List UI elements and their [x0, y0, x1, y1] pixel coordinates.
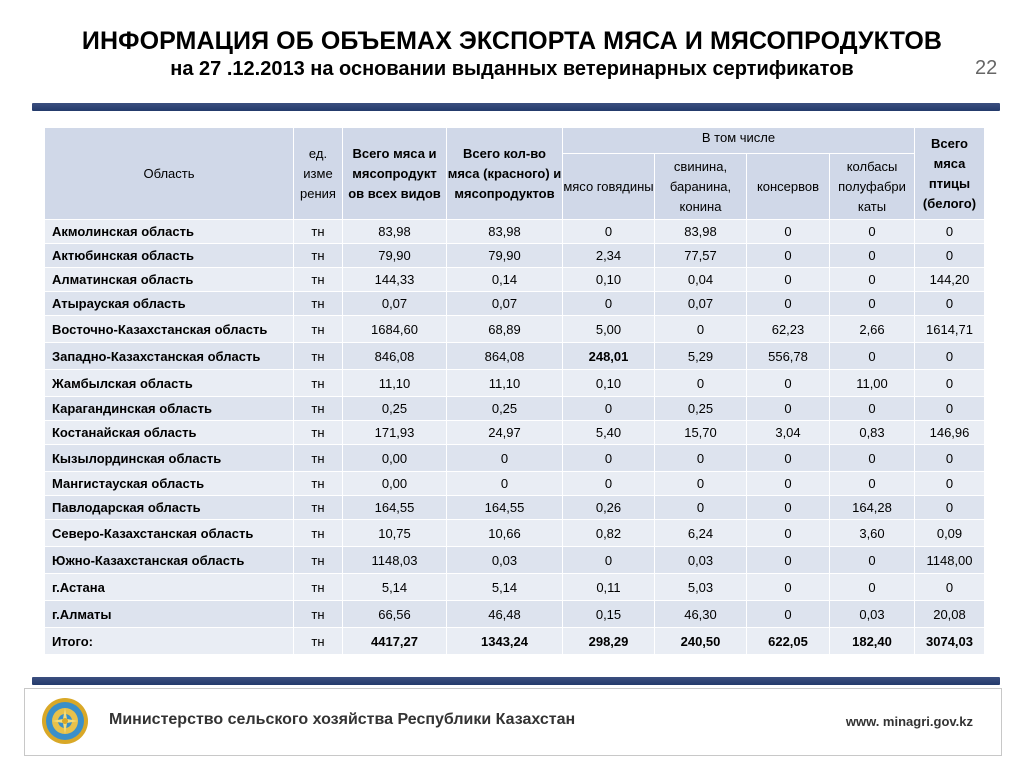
cell-total-all: 846,08 — [343, 343, 447, 370]
cell-sausage: 164,28 — [830, 496, 915, 520]
table-row — [45, 496, 985, 520]
cell-sausage: 0,83 — [830, 421, 915, 445]
title-subtitle: на 27 .12.2013 на основании выданных ветеринарных сертификатов — [170, 58, 854, 80]
cell-region: Костанайская область — [45, 421, 294, 445]
cell-unit: тн — [294, 445, 343, 472]
cell-canned: 3,04 — [747, 421, 830, 445]
cell-beef: 248,01 — [563, 343, 655, 370]
cell-pork: 6,24 — [655, 520, 747, 547]
cell-unit: тн — [294, 547, 343, 574]
footer — [24, 688, 1002, 756]
table-row — [45, 292, 985, 316]
cell-total-red: 0,14 — [447, 268, 563, 292]
header-region: Область — [45, 128, 294, 220]
cell-sausage: 0 — [830, 397, 915, 421]
header-including: В том числе — [563, 128, 915, 154]
table-row — [45, 445, 985, 472]
cell-sausage: 0 — [830, 472, 915, 496]
page-number: 22 — [975, 57, 998, 79]
cell-region: Алматинская область — [45, 268, 294, 292]
table-row — [45, 268, 985, 292]
cell-pork: 0,03 — [655, 547, 747, 574]
cell-total-all: 164,55 — [343, 496, 447, 520]
cell-total-red: 0,07 — [447, 292, 563, 316]
slide-title — [0, 26, 1024, 82]
cell-total-all: 0,00 — [343, 445, 447, 472]
cell-poultry: 0 — [915, 244, 985, 268]
cell-total-all: 0,00 — [343, 472, 447, 496]
cell-region: Карагандинская область — [45, 397, 294, 421]
table-row — [45, 220, 985, 244]
cell-pork: 46,30 — [655, 601, 747, 628]
cell-unit: тн — [294, 397, 343, 421]
cell-total-all: 144,33 — [343, 268, 447, 292]
cell-poultry: 0 — [915, 574, 985, 601]
cell-total-red: 164,55 — [447, 496, 563, 520]
cell-region: Жамбылская область — [45, 370, 294, 397]
cell-region: Актюбинская область — [45, 244, 294, 268]
title-main: ИНФОРМАЦИЯ ОБ ОБЪЕМАХ ЭКСПОРТА МЯСА И МЯСОПРОДУКТОВ — [81, 27, 943, 55]
cell-unit: тн — [294, 472, 343, 496]
cell-sausage: 0 — [830, 445, 915, 472]
cell-region: Западно-Казахстанская область — [45, 343, 294, 370]
table-row — [45, 244, 985, 268]
cell-unit: тн — [294, 220, 343, 244]
cell-sausage: 3,60 — [830, 520, 915, 547]
cell-canned: 0 — [747, 370, 830, 397]
cell-total-all: 1148,03 — [343, 547, 447, 574]
cell-canned: 0 — [747, 292, 830, 316]
cell-pork: 0 — [655, 445, 747, 472]
cell-total-all: 0,07 — [343, 292, 447, 316]
cell-unit: тн — [294, 520, 343, 547]
cell-poultry: 20,08 — [915, 601, 985, 628]
cell-beef: 0 — [563, 547, 655, 574]
cell-sausage: 0 — [830, 292, 915, 316]
cell-total-red: 0,25 — [447, 397, 563, 421]
table-row — [45, 574, 985, 601]
header-pork: свинина, баранина, конина — [655, 154, 747, 220]
cell-canned: 0 — [747, 547, 830, 574]
cell-region: Павлодарская область — [45, 496, 294, 520]
total-cell-sausage: 182,40 — [830, 628, 915, 655]
cell-poultry: 0,09 — [915, 520, 985, 547]
cell-total-all: 171,93 — [343, 421, 447, 445]
cell-region: Восточно-Казахстанская область — [45, 316, 294, 343]
cell-canned: 0 — [747, 220, 830, 244]
cell-canned: 0 — [747, 520, 830, 547]
cell-poultry: 0 — [915, 445, 985, 472]
cell-beef: 0,10 — [563, 268, 655, 292]
export-table-container — [44, 127, 985, 655]
cell-total-red: 83,98 — [447, 220, 563, 244]
cell-pork: 0 — [655, 370, 747, 397]
total-cell-pork: 240,50 — [655, 628, 747, 655]
cell-pork: 83,98 — [655, 220, 747, 244]
export-table — [44, 127, 985, 655]
cell-region: г.Алматы — [45, 601, 294, 628]
table-row — [45, 472, 985, 496]
cell-beef: 5,40 — [563, 421, 655, 445]
cell-total-red: 46,48 — [447, 601, 563, 628]
total-cell-beef: 298,29 — [563, 628, 655, 655]
cell-beef: 0,10 — [563, 370, 655, 397]
cell-total-all: 66,56 — [343, 601, 447, 628]
cell-beef: 0,15 — [563, 601, 655, 628]
cell-unit: тн — [294, 574, 343, 601]
cell-poultry: 0 — [915, 343, 985, 370]
header-poultry: Всего мяса птицы (белого) — [915, 128, 985, 220]
cell-total-all: 0,25 — [343, 397, 447, 421]
cell-poultry: 0 — [915, 397, 985, 421]
cell-region: Кызылординская область — [45, 445, 294, 472]
table-body — [45, 220, 985, 655]
kazakhstan-state-emblem-icon — [41, 697, 89, 745]
cell-sausage: 0 — [830, 220, 915, 244]
cell-beef: 0,26 — [563, 496, 655, 520]
cell-sausage: 11,00 — [830, 370, 915, 397]
cell-beef: 2,34 — [563, 244, 655, 268]
website-link[interactable]: www. minagri.gov.kz — [845, 714, 973, 729]
cell-pork: 0,04 — [655, 268, 747, 292]
cell-total-red: 24,97 — [447, 421, 563, 445]
cell-canned: 0 — [747, 601, 830, 628]
cell-total-red: 10,66 — [447, 520, 563, 547]
total-cell-unit: тн — [294, 628, 343, 655]
header-sausage: колбасы полуфабри каты — [830, 154, 915, 220]
cell-sausage: 0 — [830, 244, 915, 268]
cell-sausage: 0 — [830, 574, 915, 601]
cell-unit: тн — [294, 496, 343, 520]
table-row — [45, 547, 985, 574]
cell-beef: 0,11 — [563, 574, 655, 601]
cell-canned: 62,23 — [747, 316, 830, 343]
cell-total-all: 1684,60 — [343, 316, 447, 343]
table-row — [45, 343, 985, 370]
cell-total-red: 0,03 — [447, 547, 563, 574]
cell-region: г.Астана — [45, 574, 294, 601]
header-unit: ед. изме рения — [294, 128, 343, 220]
cell-region: Акмолинская область — [45, 220, 294, 244]
cell-beef: 5,00 — [563, 316, 655, 343]
cell-canned: 0 — [747, 574, 830, 601]
header-total-red: Всего кол-во мяса (красного) и мясопродуктов — [447, 128, 563, 220]
header-total-all: Всего мяса и мясопродукт ов всех видов — [343, 128, 447, 220]
table-row — [45, 316, 985, 343]
cell-canned: 0 — [747, 268, 830, 292]
cell-poultry: 146,96 — [915, 421, 985, 445]
cell-unit: тн — [294, 421, 343, 445]
cell-unit: тн — [294, 601, 343, 628]
cell-sausage: 0 — [830, 343, 915, 370]
ministry-name: Министерство сельского хозяйства Республики Казахстан — [109, 711, 576, 728]
cell-unit: тн — [294, 316, 343, 343]
cell-pork: 0,07 — [655, 292, 747, 316]
cell-canned: 0 — [747, 244, 830, 268]
cell-total-all: 11,10 — [343, 370, 447, 397]
cell-poultry: 0 — [915, 370, 985, 397]
cell-pork: 0 — [655, 316, 747, 343]
cell-pork: 0 — [655, 472, 747, 496]
cell-total-all: 79,90 — [343, 244, 447, 268]
cell-pork: 0 — [655, 496, 747, 520]
cell-total-all: 10,75 — [343, 520, 447, 547]
cell-total-red: 0 — [447, 472, 563, 496]
cell-beef: 0 — [563, 472, 655, 496]
cell-beef: 0 — [563, 397, 655, 421]
cell-total-red: 5,14 — [447, 574, 563, 601]
cell-total-red: 79,90 — [447, 244, 563, 268]
cell-beef: 0 — [563, 220, 655, 244]
cell-sausage: 2,66 — [830, 316, 915, 343]
cell-pork: 0,25 — [655, 397, 747, 421]
cell-beef: 0 — [563, 445, 655, 472]
top-divider-bar — [32, 103, 1000, 111]
cell-region: Северо-Казахстанская область — [45, 520, 294, 547]
cell-sausage: 0,03 — [830, 601, 915, 628]
cell-sausage: 0 — [830, 268, 915, 292]
cell-pork: 15,70 — [655, 421, 747, 445]
cell-poultry: 0 — [915, 292, 985, 316]
cell-total-all: 83,98 — [343, 220, 447, 244]
cell-sausage: 0 — [830, 547, 915, 574]
total-cell-total-red: 1343,24 — [447, 628, 563, 655]
header-canned: консервов — [747, 154, 830, 220]
total-cell-poultry: 3074,03 — [915, 628, 985, 655]
total-cell-canned: 622,05 — [747, 628, 830, 655]
cell-total-red: 68,89 — [447, 316, 563, 343]
cell-region: Атырауская область — [45, 292, 294, 316]
cell-canned: 0 — [747, 397, 830, 421]
cell-unit: тн — [294, 244, 343, 268]
cell-unit: тн — [294, 343, 343, 370]
cell-total-red: 0 — [447, 445, 563, 472]
cell-pork: 5,29 — [655, 343, 747, 370]
cell-total-all: 5,14 — [343, 574, 447, 601]
cell-total-red: 864,08 — [447, 343, 563, 370]
table-row — [45, 601, 985, 628]
cell-poultry: 0 — [915, 496, 985, 520]
cell-beef: 0,82 — [563, 520, 655, 547]
table-total-row — [45, 628, 985, 655]
cell-unit: тн — [294, 292, 343, 316]
bottom-divider-bar — [32, 677, 1000, 685]
cell-region: Мангистауская область — [45, 472, 294, 496]
cell-canned: 0 — [747, 472, 830, 496]
table-row — [45, 397, 985, 421]
cell-poultry: 0 — [915, 220, 985, 244]
cell-canned: 0 — [747, 496, 830, 520]
total-cell-region: Итого: — [45, 628, 294, 655]
cell-poultry: 144,20 — [915, 268, 985, 292]
cell-pork: 77,57 — [655, 244, 747, 268]
cell-canned: 556,78 — [747, 343, 830, 370]
table-row — [45, 520, 985, 547]
cell-region: Южно-Казахстанская область — [45, 547, 294, 574]
cell-pork: 5,03 — [655, 574, 747, 601]
table-row — [45, 421, 985, 445]
table-row — [45, 370, 985, 397]
cell-beef: 0 — [563, 292, 655, 316]
cell-poultry: 0 — [915, 472, 985, 496]
cell-poultry: 1614,71 — [915, 316, 985, 343]
cell-unit: тн — [294, 268, 343, 292]
total-cell-total-all: 4417,27 — [343, 628, 447, 655]
header-beef: мясо говядины — [563, 154, 655, 220]
cell-unit: тн — [294, 370, 343, 397]
cell-canned: 0 — [747, 445, 830, 472]
cell-total-red: 11,10 — [447, 370, 563, 397]
cell-poultry: 1148,00 — [915, 547, 985, 574]
